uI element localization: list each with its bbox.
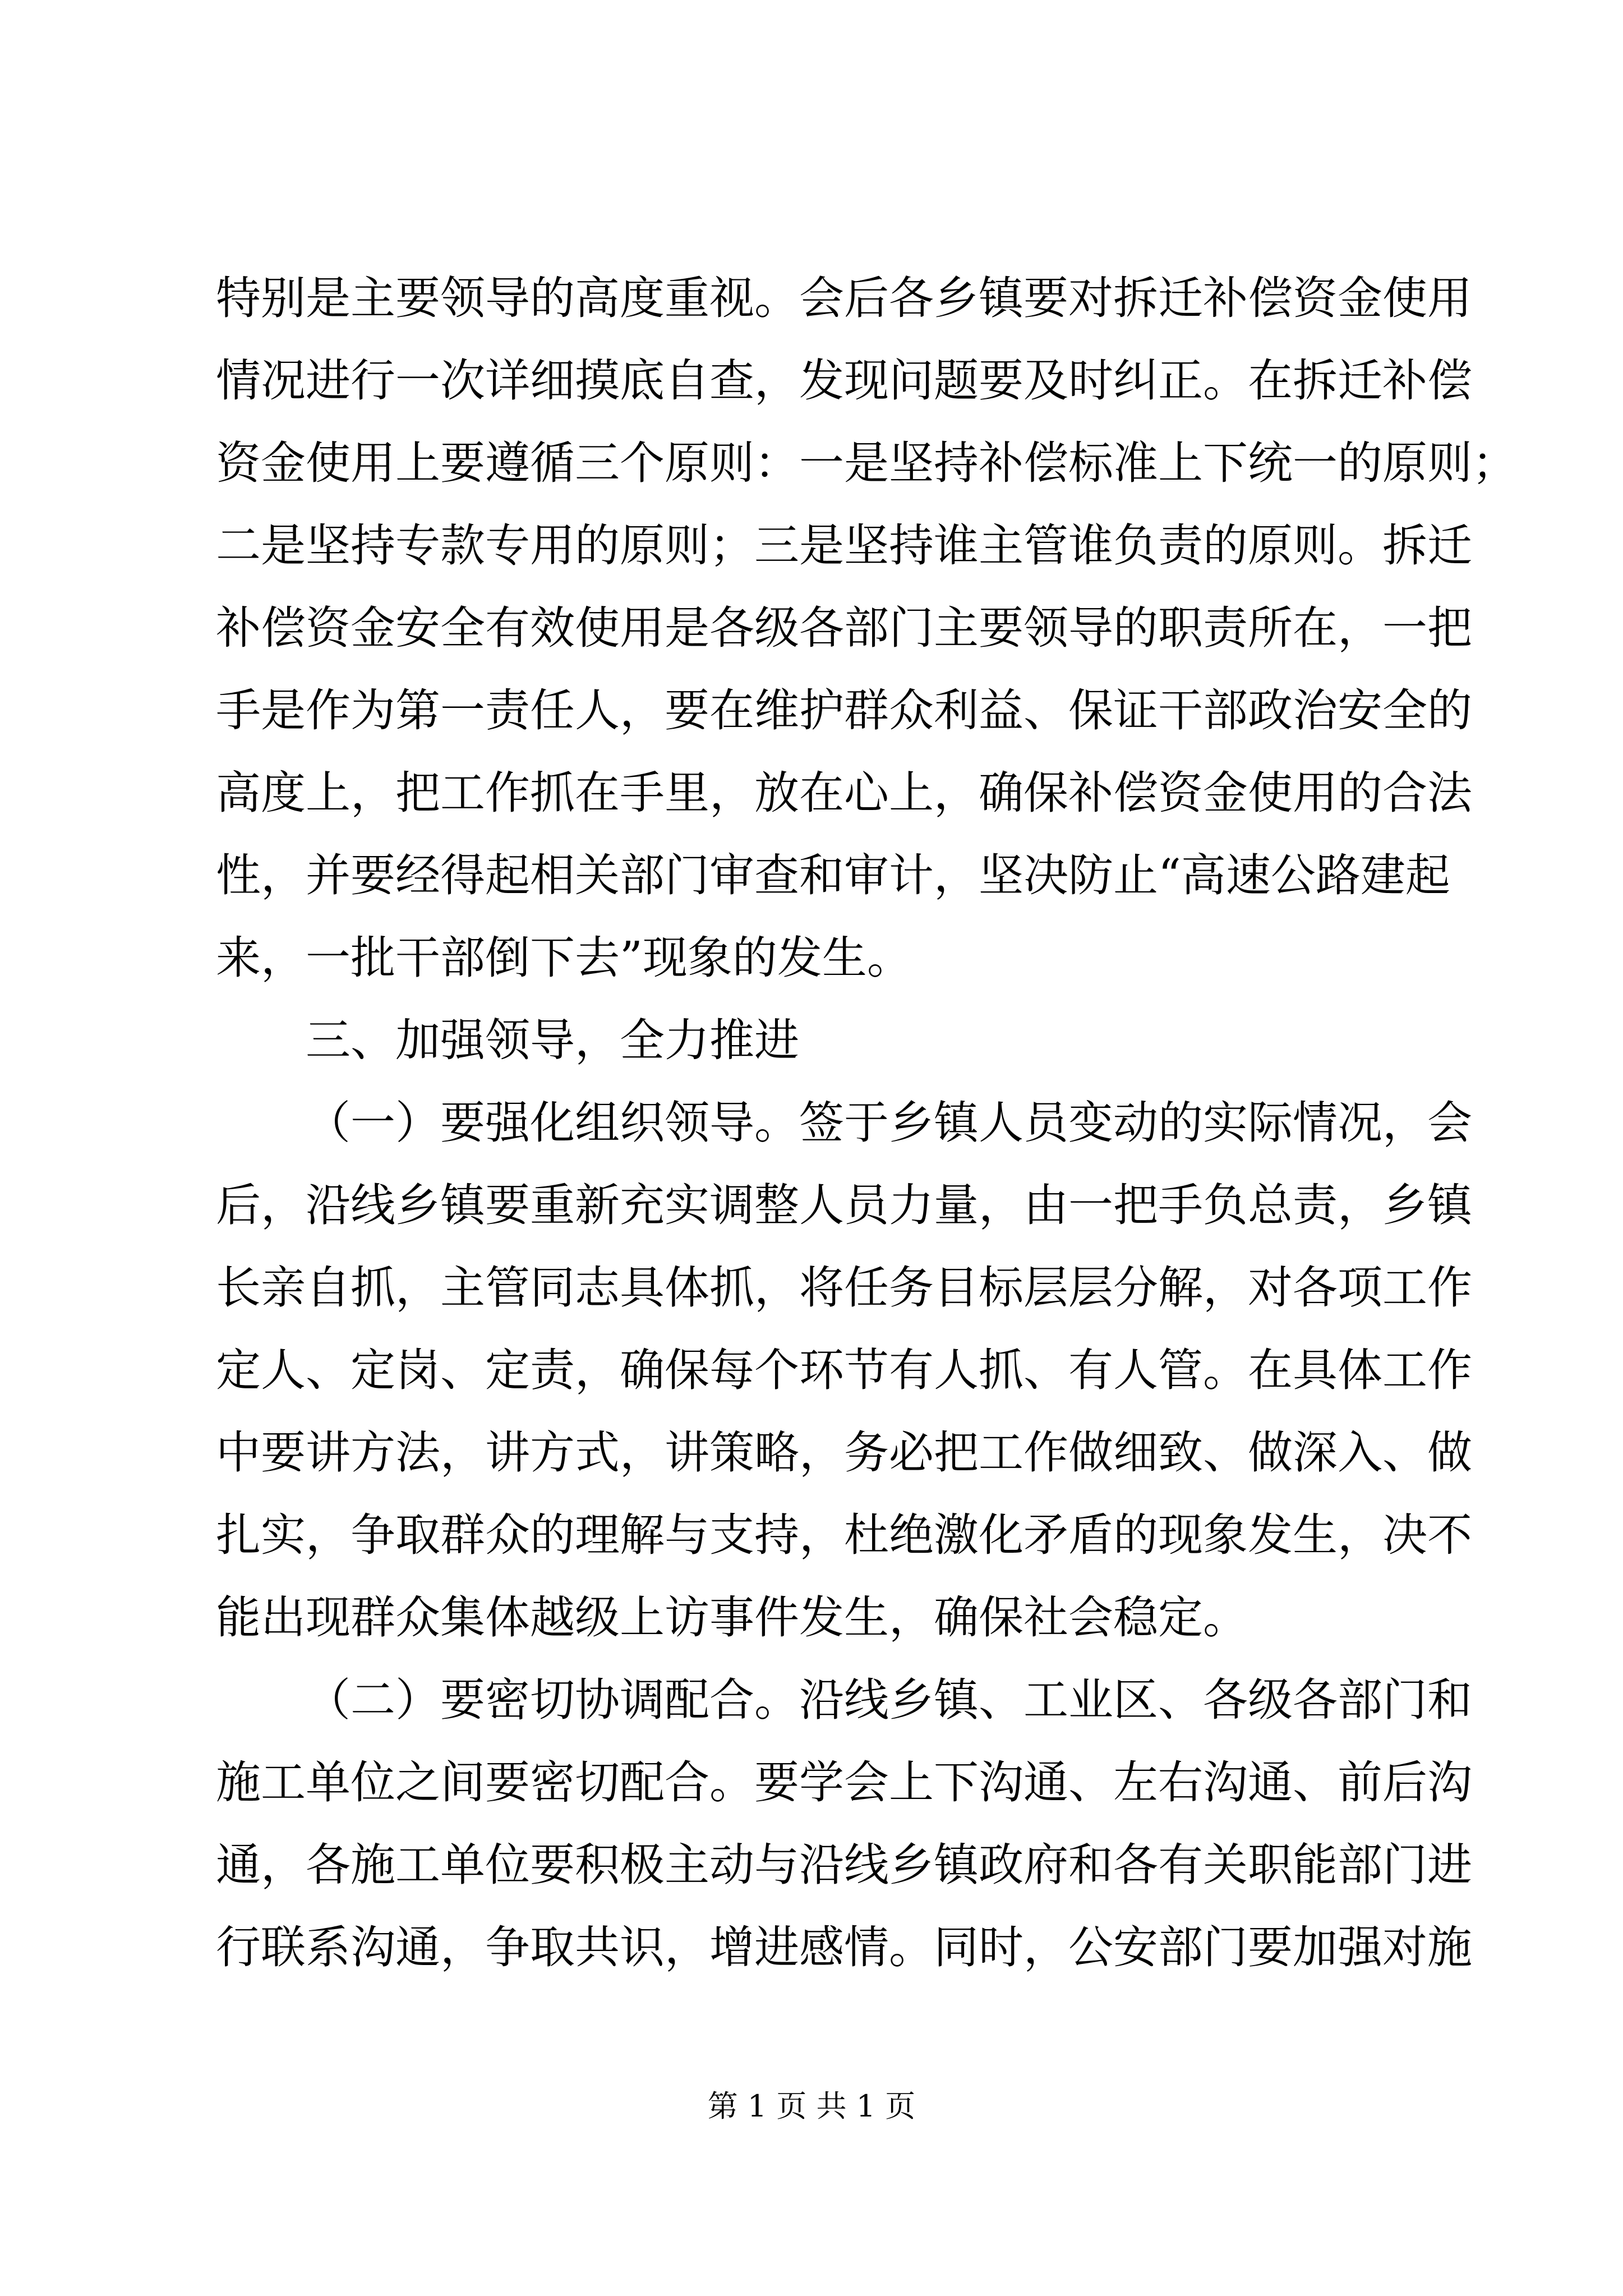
body-line: 扎实，争取群众的理解与支持，杜绝激化矛盾的现象发生，决不 [216, 1509, 1472, 1561]
body-line: 特别是主要领导的高度重视。会后各乡镇要对拆迁补偿资金使用 [216, 272, 1472, 324]
body-line: 来，一批干部倒下去”现象的发生。 [216, 932, 912, 984]
body-line: （一）要强化组织领导。签于乡镇人员变动的实际情况，会 [306, 1097, 1472, 1149]
body-line: 能出现群众集体越级上访事件发生，确保社会稳定。 [216, 1591, 1248, 1644]
body-line: 中要讲方法，讲方式，讲策略，务必把工作做细致、做深入、做 [216, 1427, 1472, 1479]
body-line: 高度上，把工作抓在手里，放在心上，确保补偿资金使用的合法 [216, 767, 1472, 819]
page-footer: 第 1 页 共 1 页 [707, 2088, 916, 2124]
body-line: 后，沿线乡镇要重新充实调整人员力量，由一把手负总责，乡镇 [216, 1179, 1472, 1231]
body-line: 定人、定岗、定责，确保每个环节有人抓、有人管。在具体工作 [216, 1344, 1472, 1396]
body-line: 长亲自抓，主管同志具体抓，将任务目标层层分解，对各项工作 [216, 1262, 1472, 1314]
body-line: （二）要密切协调配合。沿线乡镇、工业区、各级各部门和 [306, 1674, 1472, 1726]
body-line: 行联系沟通，争取共识，增进感情。同时，公安部门要加强对施 [216, 1921, 1472, 1973]
body-line: 施工单位之间要密切配合。要学会上下沟通、左右沟通、前后沟 [216, 1756, 1472, 1809]
body-line: 补偿资金安全有效使用是各级各部门主要领导的职责所在，一把 [216, 602, 1472, 654]
section-heading: 三、加强领导，全力推进 [306, 1014, 799, 1066]
body-line: 情况进行一次详细摸底自查，发现问题要及时纠正。在拆迁补偿 [216, 355, 1472, 407]
body-line: 手是作为第一责任人，要在维护群众利益、保证干部政治安全的 [216, 684, 1472, 737]
body-line: 二是坚持专款专用的原则；三是坚持谁主管谁负责的原则。拆迁 [216, 519, 1472, 572]
body-line: 性，并要经得起相关部门审查和审计，坚决防止“高速公路建起 [216, 849, 1450, 901]
body-line: 资金使用上要遵循三个原则：一是坚持补偿标准上下统一的原则； [216, 437, 1517, 489]
body-line: 通，各施工单位要积极主动与沿线乡镇政府和各有关职能部门进 [216, 1839, 1472, 1891]
document-body [216, 257, 1517, 1989]
